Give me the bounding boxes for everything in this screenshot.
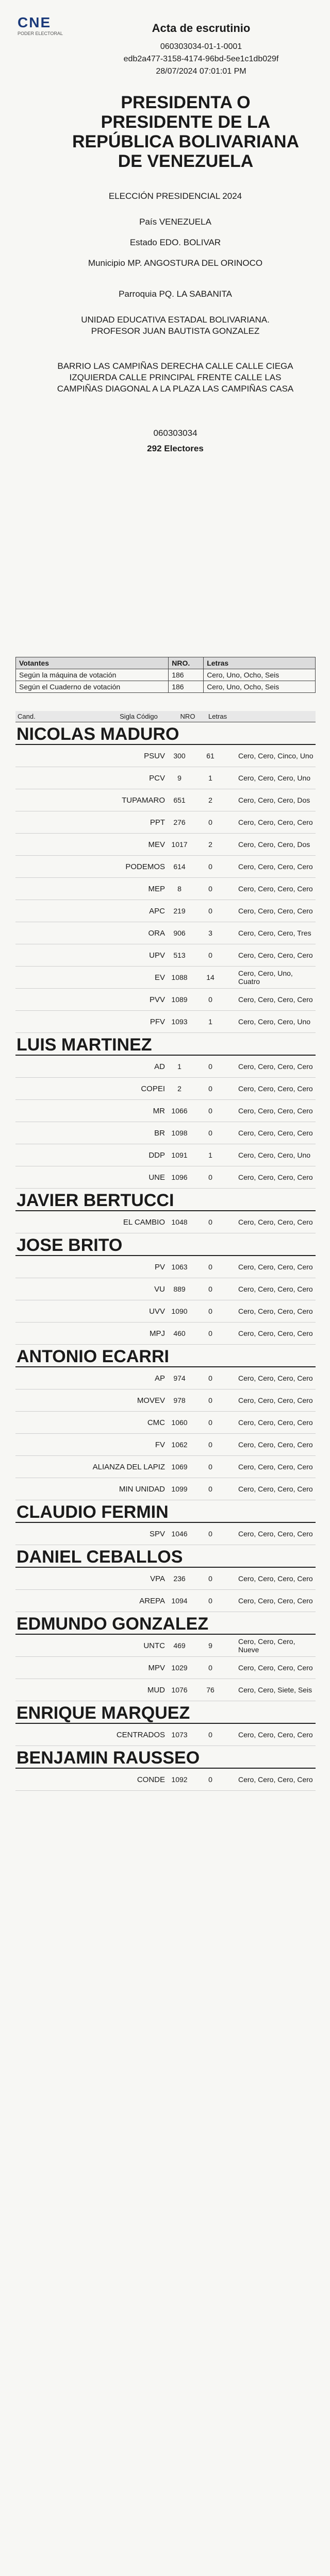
party-party: TUPAMARO <box>122 795 165 805</box>
party-code: 8 <box>177 885 182 893</box>
party-nro: 76 <box>206 1686 214 1694</box>
candidate-name: JOSE BRITO <box>15 1235 316 1256</box>
results-header: Cand. Sigla Código NRO Letras <box>15 711 316 722</box>
party-nro: 0 <box>208 1107 212 1115</box>
party-code: 1066 <box>171 1107 188 1115</box>
party-letras: Cero, Cero, Cero, Cero <box>238 885 313 893</box>
party-letras: Cero, Cero, Cero, Cero <box>238 1731 313 1739</box>
party-code: 1073 <box>171 1731 188 1739</box>
party-letras: Cero, Cero, Cinco, Uno <box>238 752 314 760</box>
party-code: 219 <box>173 907 186 915</box>
party-row <box>15 1769 316 1791</box>
party-code: 1063 <box>171 1263 188 1271</box>
party-nro: 2 <box>208 796 212 804</box>
party-code: 2 <box>177 1084 182 1093</box>
center-address: BARRIO LAS CAMPIÑAS DERECHA CALLE CALLE CIEGA IZQUIERDA CALLE PRINCIPAL FRENTE CALLE LAS CAMPIÑAS DIAGONAL A LA PLAZA LAS CAMPIÑAS CASA <box>57 361 294 394</box>
party-code: 889 <box>173 1285 186 1293</box>
party-code: 1098 <box>171 1129 188 1137</box>
party-row <box>15 1256 316 1278</box>
party-party: APC <box>149 906 165 916</box>
cne-logo: CNE PODER ELECTORAL <box>18 14 63 36</box>
acta-header <box>0 0 330 634</box>
party-party: MOVEV <box>137 1396 165 1405</box>
party-party: VPA <box>150 1574 165 1583</box>
candidate-name: CLAUDIO FERMIN <box>15 1502 316 1523</box>
party-row <box>15 1122 316 1144</box>
party-nro: 0 <box>208 1374 212 1382</box>
party-party: MR <box>153 1106 165 1115</box>
country: País VENEZUELA <box>139 217 211 227</box>
party-letras: Cero, Cero, Cero, Cero <box>238 1374 313 1382</box>
party-row <box>15 878 316 900</box>
candidate-block <box>15 1235 316 1345</box>
party-row <box>15 1434 316 1456</box>
party-code: 1089 <box>171 995 188 1004</box>
party-code: 1048 <box>171 1218 188 1226</box>
party-nro: 0 <box>208 1396 212 1404</box>
party-nro: 1 <box>208 1151 212 1159</box>
party-code: 236 <box>173 1574 186 1583</box>
party-row <box>15 1679 316 1701</box>
municipality: Municipio MP. ANGOSTURA DEL ORINOCO <box>88 258 263 268</box>
party-letras: Cero, Cero, Cero, Cero <box>238 1396 313 1404</box>
party-nro: 0 <box>208 1285 212 1293</box>
party-row <box>15 1657 316 1679</box>
party-party: UNE <box>148 1173 165 1182</box>
party-nro: 0 <box>208 1218 212 1226</box>
party-code: 1017 <box>171 840 188 849</box>
party-party: ORA <box>148 928 165 938</box>
party-letras: Cero, Cero, Cero, Cero <box>238 1664 313 1672</box>
candidate-name: BENJAMIN RAUSSEO <box>15 1748 316 1769</box>
party-letras: Cero, Cero, Cero, Tres <box>238 929 311 937</box>
party-letras: Cero, Cero, Cero, Dos <box>238 796 310 804</box>
party-row <box>15 1456 316 1478</box>
election-title: PRESIDENTA O PRESIDENTE DE LA REPÚBLICA BOLIVARIANA DE VENEZUELA <box>72 93 300 171</box>
party-row <box>15 900 316 922</box>
party-letras: Cero, Cero, Cero, Cero <box>238 1285 313 1293</box>
party-letras: Cero, Cero, Cero, Cero <box>238 995 313 1004</box>
party-code: 1076 <box>171 1686 188 1694</box>
party-party: PFV <box>150 1017 165 1026</box>
party-party: PV <box>154 1262 165 1272</box>
party-letras: Cero, Cero, Cero, Dos <box>238 840 310 849</box>
party-row <box>15 1056 316 1078</box>
party-letras: Cero, Cero, Cero, Uno <box>238 1018 311 1026</box>
party-letras: Cero, Cero, Cero, Nueve <box>238 1637 295 1654</box>
party-nro: 0 <box>208 1129 212 1137</box>
party-letras: Cero, Cero, Cero, Cero <box>238 1440 313 1449</box>
party-letras: Cero, Cero, Cero, Cero <box>238 1084 313 1093</box>
party-code: 1 <box>177 1062 182 1071</box>
party-letras: Cero, Cero, Cero, Cero <box>238 1574 313 1583</box>
party-party: FV <box>155 1440 165 1449</box>
candidate-block <box>15 724 316 1033</box>
party-party: PODEMOS <box>125 862 165 871</box>
party-row <box>15 1211 316 1233</box>
party-row <box>15 1300 316 1323</box>
party-nro: 0 <box>208 1440 212 1449</box>
acta-hash: edb2a477-3158-4174-96bd-5ee1c1db029f <box>123 55 279 63</box>
party-letras: Cero, Cero, Cero, Uno <box>238 1151 311 1159</box>
party-code: 300 <box>173 752 186 760</box>
votantes-row: Según la máquina de votación 186 Cero, Uno, Ocho, Seis <box>16 669 316 681</box>
center-name: UNIDAD EDUCATIVA ESTADAL BOLIVARIANA. PROFESOR JUAN BAUTISTA GONZALEZ <box>81 315 270 336</box>
party-nro: 14 <box>206 973 214 981</box>
party-nro: 0 <box>208 1574 212 1583</box>
party-party: AP <box>154 1374 165 1383</box>
party-row <box>15 811 316 834</box>
party-letras: Cero, Cero, Cero, Cero <box>238 907 313 915</box>
candidate-block <box>15 1703 316 1746</box>
party-row <box>15 1100 316 1122</box>
party-code: 974 <box>173 1374 186 1382</box>
acta-label: Acta de escrutinio <box>152 22 251 35</box>
party-nro: 61 <box>206 752 214 760</box>
party-letras: Cero, Cero, Cero, Cero <box>238 951 313 959</box>
party-code: 1069 <box>171 1463 188 1471</box>
party-code: 1096 <box>171 1173 188 1181</box>
party-letras: Cero, Cero, Cero, Cero <box>238 1263 313 1271</box>
party-party: UPV <box>149 951 165 960</box>
party-letras: Cero, Cero, Cero, Cero <box>238 1218 313 1226</box>
party-party: ALIANZA DEL LAPIZ <box>92 1462 165 1471</box>
party-code: 1060 <box>171 1418 188 1427</box>
party-nro: 0 <box>208 995 212 1004</box>
party-row <box>15 1011 316 1033</box>
party-row <box>15 1166 316 1189</box>
party-nro: 0 <box>208 1173 212 1181</box>
party-nro: 2 <box>208 840 212 849</box>
party-row <box>15 834 316 856</box>
party-row <box>15 989 316 1011</box>
party-nro: 0 <box>208 1418 212 1427</box>
party-row <box>15 1412 316 1434</box>
party-code: 460 <box>173 1329 186 1337</box>
party-party: CMC <box>147 1418 165 1427</box>
party-nro: 0 <box>208 1731 212 1739</box>
party-row <box>15 789 316 811</box>
party-row <box>15 944 316 967</box>
party-code: 614 <box>173 862 186 871</box>
votantes-row: Según el Cuaderno de votación 186 Cero, Uno, Ocho, Seis <box>16 681 316 693</box>
party-code: 978 <box>173 1396 186 1404</box>
party-nro: 0 <box>208 1307 212 1315</box>
acta-code: 060303034-01-1-0001 <box>160 42 242 51</box>
party-party: CENTRADOS <box>116 1730 165 1739</box>
party-code: 1094 <box>171 1597 188 1605</box>
party-party: PCV <box>149 773 165 783</box>
votantes-table <box>15 657 316 693</box>
party-code: 1091 <box>171 1151 188 1159</box>
party-party: EL CAMBIO <box>123 1217 165 1227</box>
party-nro: 0 <box>208 907 212 915</box>
party-row <box>15 856 316 878</box>
party-party: MEP <box>148 884 165 893</box>
party-party: AREPA <box>139 1596 165 1605</box>
party-party: CONDE <box>137 1775 165 1784</box>
party-row <box>15 967 316 989</box>
votantes-header: Letras <box>204 657 316 669</box>
party-nro: 0 <box>208 862 212 871</box>
party-letras: Cero, Cero, Cero, Cero <box>238 818 313 826</box>
party-nro: 0 <box>208 1530 212 1538</box>
party-row <box>15 1367 316 1389</box>
party-party: PVV <box>149 995 165 1004</box>
party-row <box>15 1478 316 1500</box>
party-code: 1099 <box>171 1485 188 1493</box>
party-letras: Cero, Cero, Cero, Cero <box>238 1597 313 1605</box>
candidate-block <box>15 1547 316 1612</box>
party-letras: Cero, Cero, Siete, Seis <box>238 1686 312 1694</box>
candidate-block <box>15 1614 316 1701</box>
party-nro: 0 <box>208 1084 212 1093</box>
party-nro: 0 <box>208 1485 212 1493</box>
parish: Parroquia PQ. LA SABANITA <box>119 289 232 299</box>
candidate-block <box>15 1035 316 1189</box>
party-code: 1088 <box>171 973 188 981</box>
party-code: 906 <box>173 929 186 937</box>
party-letras: Cero, Cero, Cero, Uno <box>238 774 311 782</box>
party-nro: 0 <box>208 1664 212 1672</box>
party-letras: Cero, Cero, Uno, Cuatro <box>238 969 293 986</box>
party-nro: 0 <box>208 1597 212 1605</box>
party-letras: Cero, Cero, Cero, Cero <box>238 1775 313 1784</box>
candidate-name: JAVIER BERTUCCI <box>15 1191 316 1211</box>
candidate-block <box>15 1502 316 1545</box>
party-code: 1062 <box>171 1440 188 1449</box>
party-nro: 9 <box>208 1641 212 1650</box>
party-letras: Cero, Cero, Cero, Cero <box>238 1329 313 1337</box>
votantes-header: Votantes <box>16 657 169 669</box>
party-nro: 1 <box>208 1018 212 1026</box>
party-party: EV <box>154 973 165 982</box>
party-nro: 0 <box>208 1062 212 1071</box>
party-letras: Cero, Cero, Cero, Cero <box>238 1062 313 1071</box>
party-code: 513 <box>173 951 186 959</box>
party-nro: 0 <box>208 885 212 893</box>
party-row <box>15 1568 316 1590</box>
party-party: MPJ <box>150 1329 165 1338</box>
party-party: SPV <box>149 1529 165 1538</box>
party-code: 469 <box>173 1641 186 1650</box>
party-code: 651 <box>173 796 186 804</box>
party-letras: Cero, Cero, Cero, Cero <box>238 1129 313 1137</box>
party-party: VU <box>154 1284 165 1294</box>
party-letras: Cero, Cero, Cero, Cero <box>238 862 313 871</box>
party-row <box>15 1523 316 1545</box>
candidate-block <box>15 1347 316 1500</box>
party-party: PPT <box>150 818 165 827</box>
party-row <box>15 745 316 767</box>
candidate-name: NICOLAS MADURO <box>15 724 316 745</box>
party-row <box>15 922 316 944</box>
party-row <box>15 1144 316 1166</box>
candidate-block <box>15 1748 316 1791</box>
party-party: DDP <box>148 1150 165 1160</box>
party-nro: 1 <box>208 774 212 782</box>
party-row <box>15 1389 316 1412</box>
party-nro: 3 <box>208 929 212 937</box>
party-code: 1090 <box>171 1307 188 1315</box>
electors-count: 292 Electores <box>147 444 204 453</box>
candidate-name: ENRIQUE MARQUEZ <box>15 1703 316 1724</box>
party-party: MEV <box>148 840 165 849</box>
party-party: MIN UNIDAD <box>119 1484 165 1494</box>
party-party: UNTC <box>143 1641 165 1650</box>
results-section <box>15 711 316 1791</box>
party-party: MUD <box>147 1685 165 1694</box>
party-row <box>15 767 316 789</box>
party-code: 276 <box>173 818 186 826</box>
party-nro: 0 <box>208 1329 212 1337</box>
party-nro: 0 <box>208 1775 212 1784</box>
party-party: AD <box>154 1062 165 1071</box>
party-nro: 0 <box>208 818 212 826</box>
party-party: COPEI <box>141 1084 165 1093</box>
state: Estado EDO. BOLIVAR <box>129 238 221 247</box>
party-nro: 0 <box>208 1463 212 1471</box>
party-letras: Cero, Cero, Cero, Cero <box>238 1418 313 1427</box>
party-row <box>15 1590 316 1612</box>
party-letras: Cero, Cero, Cero, Cero <box>238 1463 313 1471</box>
party-code: 1046 <box>171 1530 188 1538</box>
candidate-name: DANIEL CEBALLOS <box>15 1547 316 1568</box>
party-nro: 0 <box>208 951 212 959</box>
candidate-name: EDMUNDO GONZALEZ <box>15 1614 316 1635</box>
center-code: 060303034 <box>153 428 197 438</box>
party-party: BR <box>154 1128 165 1138</box>
party-row <box>15 1724 316 1746</box>
candidate-block <box>15 1191 316 1233</box>
party-letras: Cero, Cero, Cero, Cero <box>238 1307 313 1315</box>
party-row <box>15 1078 316 1100</box>
party-party: MPV <box>148 1663 165 1672</box>
party-party: UVV <box>149 1307 165 1316</box>
party-code: 1092 <box>171 1775 188 1784</box>
party-letras: Cero, Cero, Cero, Cero <box>238 1107 313 1115</box>
party-code: 9 <box>177 774 182 782</box>
party-letras: Cero, Cero, Cero, Cero <box>238 1530 313 1538</box>
candidate-name: LUIS MARTINEZ <box>15 1035 316 1056</box>
election-sub: ELECCIÓN PRESIDENCIAL 2024 <box>108 191 242 201</box>
party-code: 1093 <box>171 1018 188 1026</box>
party-letras: Cero, Cero, Cero, Cero <box>238 1173 313 1181</box>
party-party: PSUV <box>144 751 165 760</box>
acta-datetime: 28/07/2024 07:01:01 PM <box>156 67 246 76</box>
party-row <box>15 1323 316 1345</box>
candidate-name: ANTONIO ECARRI <box>15 1347 316 1367</box>
votantes-header: NRO. <box>169 657 204 669</box>
party-letras: Cero, Cero, Cero, Cero <box>238 1485 313 1493</box>
party-row <box>15 1278 316 1300</box>
party-nro: 0 <box>208 1263 212 1271</box>
party-row <box>15 1635 316 1657</box>
party-code: 1029 <box>171 1664 188 1672</box>
